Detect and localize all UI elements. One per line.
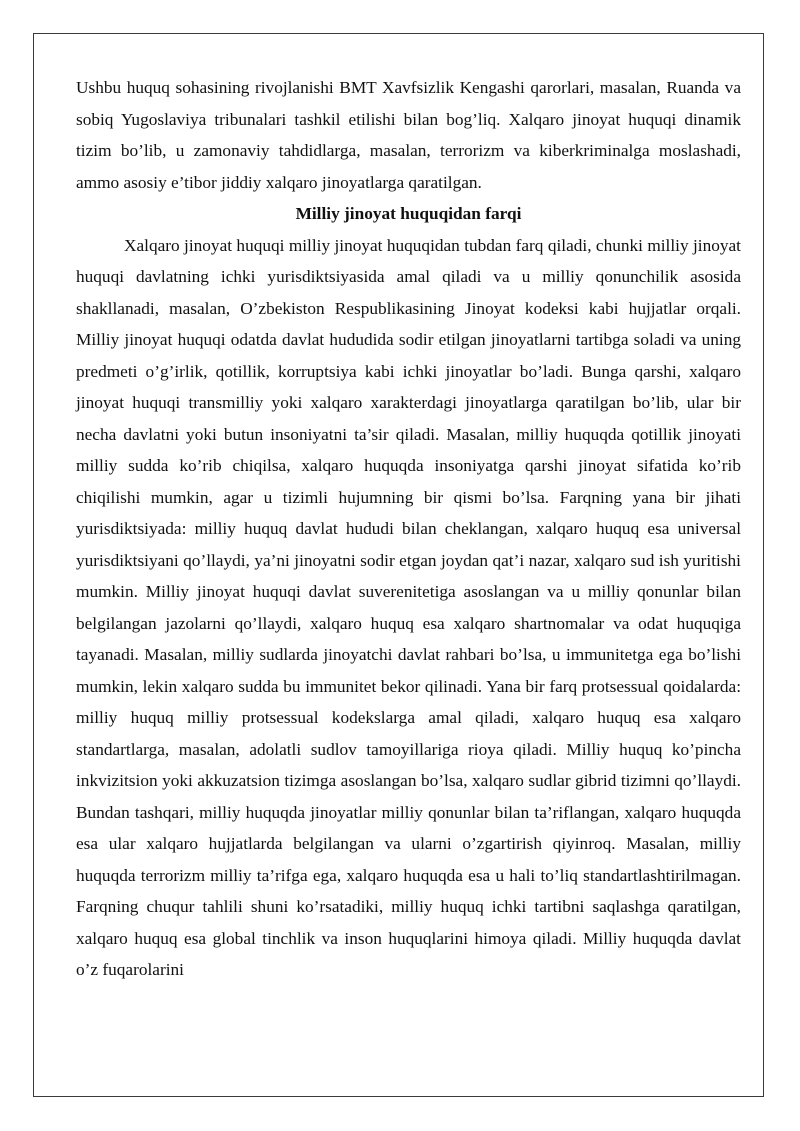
paragraph-main: Xalqaro jinoyat huquqi milliy jinoyat huquqidan tubdan farq qiladi, chunki milliy jinoyat huquqi davlatning ichki yurisdiktsiyasida amal qiladi va u milliy qonunchilik asosida shakllanadi, masalan, O’zbekiston Respublikasining Jinoyat kodeksi kabi hujjatlar orqali. Milliy jinoyat huquqi odatda davlat hududida sodir etilgan jinoyatlarni tartibga soladi va uning predmeti o’g’irlik, qotillik, korruptsiya kabi ichki jinoyatlar bo’ladi. Bunga qarshi, xalqaro jinoyat huquqi transmilliy yoki xalqaro xarakterdagi jinoyatlarga qaratilgan bo’lib, ular bir necha davlatni yoki butun insoniyatni ta’sir qiladi. Masalan, milliy huquqda qotillik jinoyati milliy sudda ko’rib chiqilsa, xalqaro huquqda insoniyatga qarshi jinoyat sifatida ko’rib chiqilishi mumkin, agar u tizimli hujumning bir qismi bo’lsa. Farqning yana bir jihati yurisdiktsiyada: milliy huquq davlat hududi bilan cheklangan, xalqaro huquq esa universal yurisdiktsiyani qo’llaydi, ya’ni jinoyatni sodir etgan joydan qat’i nazar, xalqaro sud ish yuritishi mumkin. Milliy jinoyat huquqi davlat suverenitetiga asoslangan va u milliy qonunlar bilan belgilangan jazolarni qo’llaydi, xalqaro huquq esa xalqaro shartnomalar va odat huquqiga tayanadi. Masalan, milliy sudlarda jinoyatchi davlat rahbari bo’lsa, u immunitetga ega bo’lishi mumkin, lekin xalqaro sudda bu immunitet bekor qilinadi. Yana bir farq protsessual qoidalarda: milliy huquq milliy protsessual kodekslarga amal qiladi, xalqaro huquq esa xalqaro standartlarga, masalan, adolatli sudlov tamoyillariga rioya qiladi. Milliy huquq ko’pincha inkvizitsion yoki akkuzatsion tizimga asoslangan bo’lsa, xalqaro sudlar gibrid tizimni qo’llaydi. Bundan tashqari, milliy huquqda jinoyatlar milliy qonunlar bilan ta’riflangan, xalqaro huquqda esa ular xalqaro hujjatlarda belgilangan va ularni o’zgartirish qiyinroq. Masalan, milliy huquqda terrorizm milliy ta’rifga ega, xalqaro huquqda esa u hali to’liq standartlashtirilmagan. Farqning chuqur tahlili shuni ko’rsatadiki, milliy huquq ichki tartibni saqlashga qaratilgan, xalqaro huquq esa global tinchlik va inson huquqlarini himoya qiladi. Milliy huquqda davlat o’z fuqarolarini (76, 235, 741, 979)
document-body (76, 72, 741, 986)
paragraph-intro: Ushbu huquq sohasining rivojlanishi BMT Xavfsizlik Kengashi qarorlari, masalan, Ruanda va sobiq Yugoslaviya tribunalari tashkil etilishi bilan bog’liq. Xalqaro jinoyat huquqi dinamik tizim bo’lib, u zamonaviy tahdidlarga, masalan, terrorizm va kiberkriminalga moslashadi, ammo asosiy e’tibor jiddiy xalqaro jinoyatlarga qaratilgan. (76, 78, 741, 192)
section-heading: Milliy jinoyat huquqidan farqi (295, 204, 522, 223)
